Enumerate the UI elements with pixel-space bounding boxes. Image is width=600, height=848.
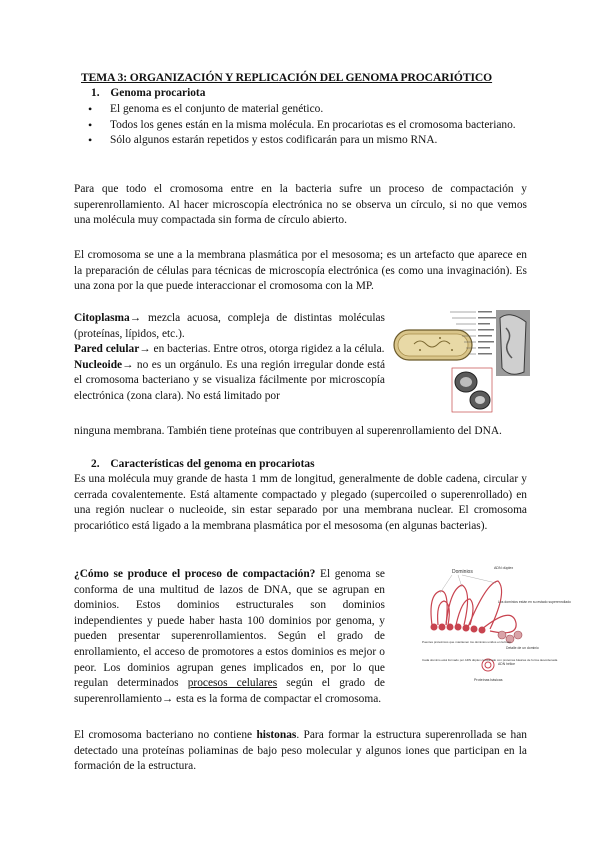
definition-text: → no es un orgánulo. Es una región irregular donde está el cromosoma bacteriano y se visualiza fácilmente por microscopía electrónica (zona clara). No está limitado por xyxy=(74,358,385,402)
section-2-heading xyxy=(91,457,315,473)
paragraph-text: según el grado de superenrollamiento→ esta es la forma de compactar el cromosoma. xyxy=(74,677,385,705)
term-citoplasma: Citoplasma xyxy=(74,312,130,324)
section-1-bullet-list xyxy=(74,102,527,149)
fig-label-puentes xyxy=(422,640,511,644)
term-nucleoide: Nucleoide xyxy=(74,358,123,371)
term-pared-celular: Pared celular xyxy=(74,343,140,356)
term-histonas: histonas xyxy=(256,729,297,741)
section-1-title: Genoma procariota xyxy=(110,87,206,99)
definitions-block xyxy=(74,311,385,405)
fig-label-detalle: Detalle de un dominio xyxy=(506,646,539,650)
paragraph-compactacion-dominios xyxy=(74,567,385,707)
question-compactacion: ¿Cómo se produce el proceso de compactación? xyxy=(74,568,316,580)
section-1-heading xyxy=(91,86,205,102)
paragraph-text: El cromosoma bacteriano no contiene xyxy=(74,729,253,741)
figure-leader-lines xyxy=(440,575,496,593)
paragraph-histonas xyxy=(74,728,527,775)
fig-label-dominios: Dominios xyxy=(452,569,473,575)
list-item: • Todos los genes están en la misma molécula. En procariotas es el cromosoma bacteriano. xyxy=(74,118,527,134)
definition-citoplasma xyxy=(74,311,385,342)
paragraph-caracteristicas: Es una molécula muy grande de hasta 1 mm de longitud, generalmente de doble cadena, circular y cerrada covalentemente. Está altamente compactado y plegado (supercoiled o superenrollado) en una región nuclear o nucleoide, sin estar separado por una membrana nuclear. El cromosoma procariótico está ligado a la membrana plasmática por el mesosoma (en algunas bacterias). xyxy=(74,473,527,532)
fig-label-adn-helice: ADN hélice xyxy=(498,662,515,666)
fig-label-cada-dominio-text: Cada dominio está formado por ADN dúplex combinado con proteínas básicas de forma desordenada xyxy=(422,658,558,662)
dna-domains-figure xyxy=(422,565,571,685)
definition-pared xyxy=(74,342,385,358)
fig-label-proteinas: Proteínas básicas xyxy=(474,678,503,682)
section-2-title: Características del genoma en procariotas xyxy=(110,458,315,470)
section-1-number: 1. xyxy=(91,87,100,99)
paragraph-mesosoma: El cromosoma se une a la membrana plasmática por el mesosoma; es un artefacto que aparece en la preparación de células para técnicas de microscopía electrónica (es como una invaginación). Es una zona por la que puede interaccionar el cromosoma con la MP. xyxy=(74,249,527,293)
definition-text: → en bacterias. Entre otros, otorga rigidez a la célula. xyxy=(139,343,385,356)
fig-label-lazos xyxy=(498,600,571,604)
micrograph-rod xyxy=(496,310,530,376)
definition-nucleoide-continued: ninguna membrana. También tiene proteínas que contribuyen al superenrollamiento del DNA. xyxy=(74,425,502,437)
bacterial-cell-illustration xyxy=(394,330,472,360)
definition-text: → mezcla acuosa, compleja de distintas moléculas (proteínas, lípidos, etc.). xyxy=(74,312,385,340)
list-item: • El genoma es el conjunto de material genético. xyxy=(74,102,527,118)
underlined-term-procesos-celulares: procesos celulares xyxy=(187,677,278,690)
paragraph-text: . Para formar la estructura superenrollada se han detectado una proteínas poliaminas de bajo peso molecular y algunos iones que participan en la formación de la estructura. xyxy=(74,729,528,773)
loop-base-beads xyxy=(431,624,486,634)
fig-label-cada-dominio xyxy=(422,658,558,662)
paragraph-compactacion: Para que todo el cromosoma entre en la bacteria sufre un proceso de compactación y superenrollamiento. Al hacer microscopía electrónica no se observa un círculo, si no que vemos una molécula muy compactada sin forma de círculo abierto. xyxy=(74,183,527,227)
fig-label-puentes-text: Puentes proteínicos que mantienen los dominios unidos en la base xyxy=(422,640,512,644)
fig-label-adn-duplex: ADN dúplex xyxy=(494,566,514,570)
bacteria-figure xyxy=(390,308,530,418)
definition-nucleoide xyxy=(74,358,385,405)
page-title: TEMA 3: ORGANIZACIÓN Y REPLICACIÓN DEL GENOMA PROCARIÓTICO xyxy=(81,71,493,84)
paragraph-text: El genoma se conforma de una multitud de lazos de DNA, que se agrupan en dominios. Estos dominios estructurales son dominios independientes y puede haber hasta 100 dominios por genoma, y pueden presentar superenrollamientos. Según el grado de enrollamiento, el acceso de promotores a estos dominios es mejor o peor. Los dominios agrupan genes implicados en, por lo que regulan determinados xyxy=(74,568,385,690)
section-2-number: 2. xyxy=(91,458,100,470)
list-item: • Sólo algunos estarán repetidos y estos codificarán para un mismo RNA. xyxy=(74,133,527,149)
micrograph-cross-section xyxy=(452,368,492,412)
fig-label-lazos-text: Los dominios están en su estado superenrollado xyxy=(498,600,571,604)
